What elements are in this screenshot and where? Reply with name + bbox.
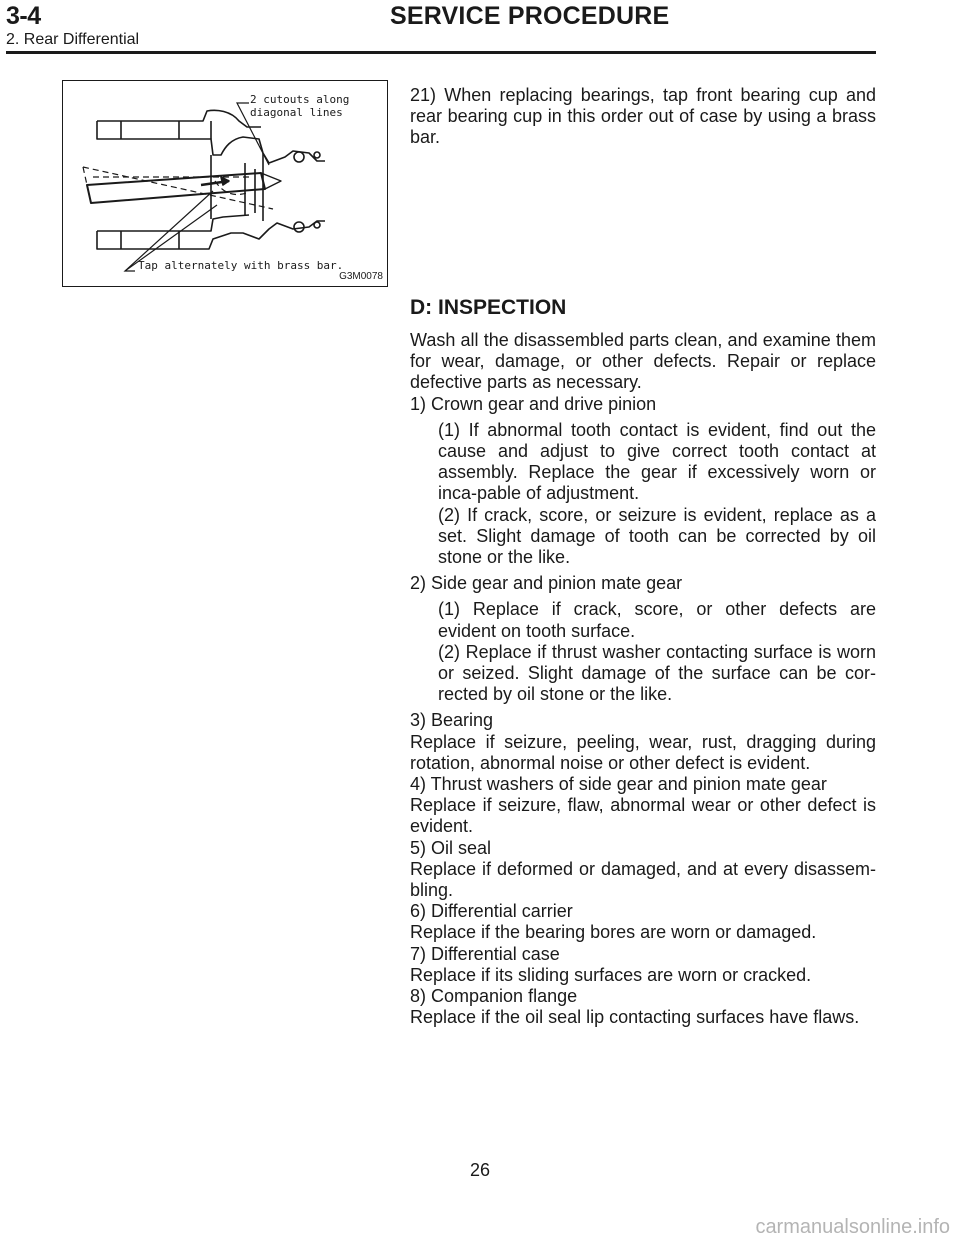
- page-number: 26: [469, 1160, 491, 1180]
- item-2-sub-1: (1) Replace if crack, score, or other defects are evident on tooth surface.: [438, 599, 876, 641]
- section-subtitle: 2. Rear Differential: [6, 31, 140, 48]
- inspection-body: [410, 330, 876, 1029]
- item-7-text: Replace if its sliding surfaces are worn or cracked.: [410, 964, 812, 985]
- item-1-sub-2: (2) If crack, score, or seizure is evident, replace as a set. Slight damage of tooth can be corrected by oil stone or the like.: [438, 504, 876, 568]
- header-rule: [6, 51, 876, 54]
- item-4-title: 4) Thrust washers of side gear and pinion mate gear: [410, 774, 827, 795]
- inspection-intro: Wash all the disassembled parts clean, and examine them for wear, damage, or other defects. Repair or replace defective parts as necessary.: [410, 330, 876, 393]
- cutouts-label: 2 cutouts along diagonal lines: [250, 93, 350, 119]
- item-8-text: Replace if the oil seal lip contacting surfaces have flaws.: [410, 1007, 860, 1028]
- tap-label: Tap alternately with brass bar.: [138, 259, 344, 272]
- figure-code: G3M0078: [339, 271, 383, 282]
- item-2-sub-2: (2) Replace if thrust washer contacting surface is worn or seized. Slight damage of the surface can be cor-rected by oil stone or the like.: [438, 641, 876, 705]
- item-3-title: 3) Bearing: [410, 710, 494, 731]
- item-5-text: Replace if deformed or damaged, and at every disassem-bling.: [410, 858, 876, 901]
- item-2-title: 2) Side gear and pinion mate gear: [410, 573, 683, 594]
- page-title: SERVICE PROCEDURE: [390, 2, 670, 30]
- item-6-title: 6) Differential carrier: [410, 901, 573, 922]
- section-number: 3-4: [6, 2, 41, 30]
- item-8-title: 8) Companion flange: [410, 986, 578, 1007]
- item-6-text: Replace if the bearing bores are worn or damaged.: [410, 922, 817, 943]
- bearing-cup-removal-figure: [62, 80, 388, 287]
- item-3-text: Replace if seizure, peeling, wear, rust, dragging during rotation, abnormal noise or other defect is evident.: [410, 731, 876, 773]
- step-21: [410, 85, 876, 149]
- item-1-sub-1: (1) If abnormal tooth contact is evident, find out the cause and adjust to give correct tooth contact at assembly. Replace the gear if excessively worn or inca-pable of adjustment.: [438, 419, 876, 504]
- item-4-text: Replace if seizure, flaw, abnormal wear or other defect is evident.: [410, 795, 876, 837]
- step-21-text: 21) When replacing bearings, tap front bearing cup and rear bearing cup in this order out of case by using a brass bar.: [410, 85, 876, 148]
- item-5-title: 5) Oil seal: [410, 837, 492, 858]
- watermark: carmanualsonline.info: [755, 1216, 950, 1238]
- inspection-heading: D: INSPECTION: [410, 296, 567, 319]
- item-1-title: 1) Crown gear and drive pinion: [410, 393, 657, 414]
- item-7-title: 7) Differential case: [410, 943, 560, 964]
